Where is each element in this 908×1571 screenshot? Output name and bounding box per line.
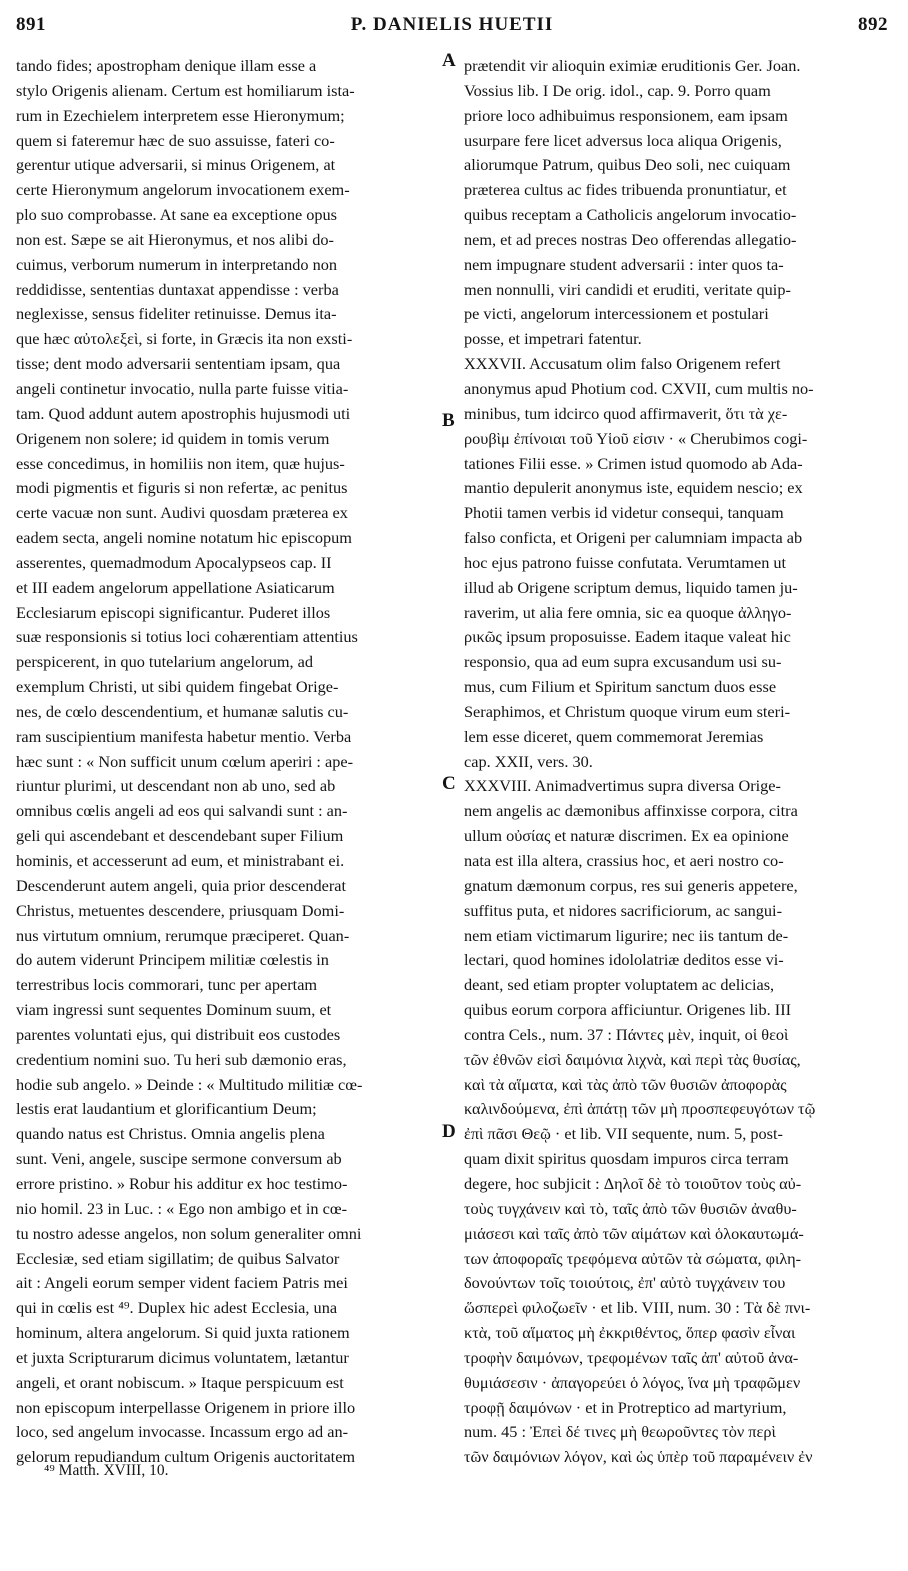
right-column-line: τῶν δαιμόνιων λόγον, καὶ ὡς ὑπὲρ τοῦ παραμένειν ἐν [464, 1447, 813, 1467]
right-column-line: τροφῇ δαιμόνων · et in Protreptico ad martyrium, [464, 1397, 787, 1417]
left-column-line: et III eadem angelorum appellatione Asiaticarum [16, 577, 335, 597]
right-column-line: nem angelis ac dæmonibus affinxisse corpora, citra [464, 801, 798, 821]
left-column-line: ram suscipientium manifesta habetur mentio. Verba [16, 726, 352, 746]
left-column-line: Ecclesiæ, sed etiam sigillatim; de quibus Salvator [16, 1248, 340, 1268]
left-column-line: quem si fateremur hæc de suo assuisse, fateri co- [16, 130, 335, 150]
right-column-line: τῶν ἐθνῶν εἰσὶ δαιμόνια λιχνὰ, καὶ περὶ τὰς θυσίας, [464, 1049, 801, 1069]
left-column-line: gelorum repudiandum cultum Origenis auctoritatem [16, 1447, 356, 1467]
right-column-line: Seraphimos, et Christum quoque virum eum steri- [464, 701, 791, 721]
right-page-number: 892 [858, 14, 888, 35]
left-column-line: riuntur plurimi, ut descendant non ab uno, sed ab [16, 776, 336, 796]
left-column-line: lestis erat laudantium et glorificantium Deum; [16, 1099, 317, 1119]
right-column-line: falso conficta, et Origeni per calumniam impacta ab [464, 528, 803, 548]
left-column-line: ait : Angeli eorum semper vident faciem Patris mei [16, 1273, 348, 1293]
right-column-line: men nonnulli, viri candidi et eruditi, veritate quip- [464, 279, 791, 299]
right-column-line: suffitus puta, et nidores sacrificiorum, ac sangui- [464, 900, 783, 920]
left-column-line: hodie sub angelo. » Deinde : « Multitudo militiæ cœ- [16, 1074, 363, 1094]
left-column-line: certe Hieronymum angelorum invocationem exem- [16, 180, 350, 200]
right-column-line: ἐπὶ πᾶσι Θεῷ · et lib. VII sequente, num. 5, post- [464, 1124, 783, 1144]
left-column-line: tu nostro adesse angelos, non solum generaliter omni [16, 1223, 362, 1243]
left-column-line: angeli, et orant nobiscum. » Itaque perspicuum est [16, 1372, 344, 1392]
running-header [16, 14, 888, 44]
right-column-line: quibus eorum corpora afficiuntur. Origenes lib. III [464, 1000, 792, 1020]
left-column-line: hominis, et accesserunt ad eum, et ministrabant ei. [16, 851, 345, 870]
right-column-line: aliorumque Patrum, quibus Deo soli, nec cuiquam [464, 155, 791, 175]
left-column-line: hæc sunt : « Non sufficit unum cœlum aperiri : ape- [16, 751, 354, 771]
right-column-line: ρικῶς ipsum proposuisse. Eadem itaque valeat hic [464, 627, 791, 647]
left-column-line: do autem viderunt Principem militiæ cœlestis in [16, 950, 329, 970]
left-column-line: reddidisse, sententias duntaxat appendisse : verba [16, 279, 339, 299]
left-column-line: nus virtutum omnium, rerumque præciperet. Quan- [16, 925, 350, 945]
left-column-line: perspicerent, in quo tutelarium angelorum, ad [16, 652, 314, 672]
left-column-line: tisse; dent modo adversarii sententiam ipsam, qua [16, 354, 341, 374]
left-column-line: Ecclesiarum episcopi significantur. Puderet illos [16, 602, 331, 622]
left-column-line: quando natus est Christus. Omnia angelis plena [16, 1124, 325, 1144]
right-column-line: mantio depulerit anonymus iste, equidem nescio; ex [464, 478, 803, 498]
right-column-line: καλινδούμενα, ἐπὶ ἀπάτῃ τῶν μὴ προσπεφευγότων τῷ [464, 1099, 816, 1119]
left-column-line: loco, sed angelum invocasse. Incassum ergo ad an- [16, 1422, 349, 1442]
right-column-line: lem esse diceret, quem commemorat Jeremias [464, 726, 764, 746]
right-column-line: gnatum dæmonum corpus, res sui generis appetere, [464, 875, 798, 895]
right-column-line: quam dixit spiritus quosdam impuros circa terram [464, 1149, 789, 1169]
footnote: ⁴⁹ Matth. XVIII, 10. [44, 1462, 169, 1479]
right-column-line: tationes Filii esse. » Crimen istud quomodo ab Ada- [464, 453, 803, 473]
right-column-line: ὥσπερεὶ φιλοζωεῖν · et lib. VIII, num. 30 : Τὰ δὲ πνι- [464, 1298, 811, 1318]
right-column-line: Photii tamen verbis id videtur consequi, tanquam [464, 503, 784, 523]
right-column-line: XXXVIII. Animadvertimus supra diversa Orige- [464, 776, 781, 796]
left-column-line: qui in cœlis est ⁴⁹. Duplex hic adest Ecclesia, una [16, 1298, 338, 1318]
right-column-line: τροφὴν δαιμόνων, τρεφομένων ταῖς ἀπ' αὐτοῦ ἀνα- [464, 1347, 799, 1367]
section-marker-a: A [442, 50, 456, 71]
right-column-line: μιάσεσι καὶ ταῖς ἀπὸ τῶν αἱμάτων καὶ ὁλοκαυτωμά- [464, 1223, 804, 1243]
right-column-line: ullum οὐσίας et naturæ discrimen. Ex ea opinione [464, 826, 789, 846]
left-column-line: nio homil. 23 in Luc. : « Ego non ambigo et in cœ- [16, 1198, 348, 1218]
right-column-line: anonymus apud Photium cod. CXVII, cum multis no- [464, 378, 814, 398]
right-column-line: deant, sed etiam propter voluptatem ac delicias, [464, 975, 775, 995]
left-column-line: viam ingressi sunt sequentes Dominum suum, et [16, 1000, 332, 1020]
right-column-line: mus, cum Filium et Spiritum sanctum duos esse [464, 677, 777, 697]
left-column-line: angeli continetur invocatio, nulla parte fuisse vitia- [16, 378, 349, 398]
right-column-line: usurpare fere licet adversus loca aliqua Origenis, [464, 130, 782, 150]
left-column-line: cuimus, verborum numerum in interpretando non [16, 254, 338, 274]
right-column-line: hoc ejus patrono fuisse confutata. Verumtamen ut [464, 552, 787, 572]
left-column-line: que hæc αὐτολεξεὶ, si forte, in Græcis ita non exsti- [16, 329, 353, 349]
left-column-line: credentium nomini suo. Tu heri sub dæmonio eras, [16, 1049, 347, 1069]
right-column-line: pe victi, angelorum intercessionem et postulari [464, 304, 769, 324]
right-column-line: raverim, ut alia fere omnia, sic ea quoque ἀλληγο- [464, 602, 792, 622]
right-column-line: num. 45 : Ἐπεὶ δέ τινες μὴ θεωροῦντες τὸν περὶ [464, 1422, 776, 1442]
right-column-line: των ἀποφοραῖς τρεφόμενα αὐτῶν τὰ σώματα, φιλη- [464, 1248, 802, 1268]
left-page-number: 891 [16, 14, 46, 35]
left-column-line: neglexisse, sensus fideliter retinuisse. Demus ita- [16, 304, 337, 324]
right-column-line: prætendit vir alioquin eximiæ eruditionis Ger. Joan. [464, 56, 801, 75]
left-column-line: tando fides; apostropham denique illam esse a [16, 56, 317, 75]
left-column-line: non est. Sæpe se ait Hieronymus, et nos alibi do- [16, 229, 334, 249]
left-column-line: esse concedimus, in homiliis non item, quæ hujus- [16, 453, 345, 473]
right-column-line: δονούντων τοῖς τοιούτοις, ἐπ' αὐτὸ τυγχάνειν του [464, 1273, 786, 1293]
left-column-line: stylo Origenis alienam. Certum est homiliarum ista- [16, 80, 355, 100]
right-column-line: καὶ τὰ αἵματα, καὶ τὰς ἀπὸ τῶν θυσιῶν ἀποφορὰς [464, 1074, 787, 1094]
right-column-line: degere, hoc subjicit : Δηλοῖ δὲ τὸ τοιοῦτον τοὺς αὐ- [464, 1173, 802, 1193]
right-column-line: XXXVII. Accusatum olim falso Origenem refert [464, 354, 781, 374]
left-column-line: omnibus cœlis angeli ad eos qui salvandi sunt : an- [16, 801, 348, 821]
right-column-line: nem, et ad preces nostras Deo offerendas allegatio- [464, 229, 797, 249]
left-column-line: nes, de cœlo descendentium, et humanæ salutis cu- [16, 701, 349, 721]
right-column-line: nem etiam victimarum ligurire; nec iis tantum de- [464, 925, 789, 945]
section-marker-c: C [442, 773, 456, 794]
running-title: P. DANIELIS HUETII [350, 14, 554, 35]
left-column-line: sunt. Veni, angele, suscipe sermone conversum ab [16, 1149, 342, 1169]
left-column-line: exemplum Christi, ut sibi quidem fingebat Orige- [16, 677, 339, 697]
right-column-line: ρουβὶμ ἐπίνοιαι τοῦ Υἱοῦ εἰσιν · « Cherubimos cogi- [464, 428, 808, 448]
left-column-line: geli qui ascendebant et descendebant super Filium [16, 826, 344, 846]
section-marker-d: D [442, 1121, 456, 1142]
right-column-line: præterea cultus ac fides tribuenda pronuntiatur, et [464, 180, 787, 200]
right-column-line: illud ab Origene scriptum demus, liquido tamen ju- [464, 577, 798, 597]
right-column [464, 54, 892, 1470]
left-column-line: non episcopum interpellasse Origenem in priore illo [16, 1397, 356, 1417]
right-column-line: minibus, tum idcirco quod affirmaverit, ὅτι τὰ χε- [464, 403, 788, 423]
left-column-line: rum in Ezechielem interpretem esse Hieronymum; [16, 105, 345, 125]
right-column-line: cap. XXII, vers. 30. [464, 751, 593, 771]
left-column-line: certe vacuæ non sunt. Audivi quosdam præterea ex [16, 503, 348, 523]
right-column-line: nata est illa altera, crassius hoc, et aeri nostro co- [464, 851, 784, 870]
left-column-line: asserentes, quemadmodum Apocalypseos cap. II [16, 552, 332, 572]
left-column-line: eadem secta, angeli nomine notatum hic episcopum [16, 528, 352, 548]
left-column-line: et juxta Scripturarum dicimus voluntatem, lætantur [16, 1347, 349, 1367]
left-column [16, 54, 444, 1470]
right-column-line: Vossius lib. I De orig. idol., cap. 9. Porro quam [464, 80, 771, 100]
left-column-line: plo suo comprobasse. At sane ea exceptione opus [16, 205, 338, 225]
left-column-line: errore pristino. » Robur his additur ex hoc testimo- [16, 1173, 348, 1193]
left-column-line: suæ responsionis si totius loci cohærentiam attentius [16, 627, 358, 647]
right-column-line: priore loco adhibuimus responsionem, eam ipsam [464, 105, 788, 125]
right-column-line: τοὺς τυγχάνειν καὶ τὸ, ταῖς ἀπὸ τῶν θυσιῶν ἀναθυ- [464, 1198, 797, 1218]
left-column-line: tam. Quod addunt autem apostrophis hujusmodi uti [16, 403, 351, 423]
right-column-line: posse, et impetrari fatentur. [464, 329, 642, 349]
right-column-line: contra Cels., num. 37 : Πάντες μὲν, inquit, οἱ θεοὶ [464, 1024, 789, 1044]
right-column-line: responsio, qua ad eum supra excusandum usi su- [464, 652, 782, 672]
left-column-line: hominum, altera angelorum. Si quid juxta rationem [16, 1323, 350, 1343]
right-column-line: lectari, quod homines idololatriæ deditos esse vi- [464, 950, 784, 970]
left-column-line: gerentur utique adversarii, si minus Origenem, at [16, 155, 336, 175]
left-column-line: Origenem non solere; id quidem in tomis verum [16, 428, 330, 448]
section-marker-b: B [442, 410, 455, 431]
right-column-line: κτὰ, τοῦ αἵματος μὴ ἐκκριθέντος, ὅπερ φασὶν εἶναι [464, 1323, 796, 1343]
right-column-line: quibus receptam a Catholicis angelorum invocatio- [464, 205, 797, 225]
left-column-line: parentes voluntati ejus, qui distribuit eos custodes [16, 1024, 341, 1044]
right-column-line: nem impugnare student adversarii : inter quos ta- [464, 254, 784, 274]
left-column-line: Christus, metuentes descendere, priusquam Domi- [16, 900, 345, 920]
left-column-line: modi pigmentis et figuris si non refertæ, ac penitus [16, 478, 348, 498]
left-column-line: terrestribus locis commorari, tunc per apertam [16, 975, 318, 995]
left-column-line: Descenderunt autem angeli, quia prior descenderat [16, 875, 347, 895]
right-column-line: θυμιάσεσιν · ἀπαγορεύει ὁ λόγος, ἵνα μὴ τραφῶμεν [464, 1372, 801, 1392]
